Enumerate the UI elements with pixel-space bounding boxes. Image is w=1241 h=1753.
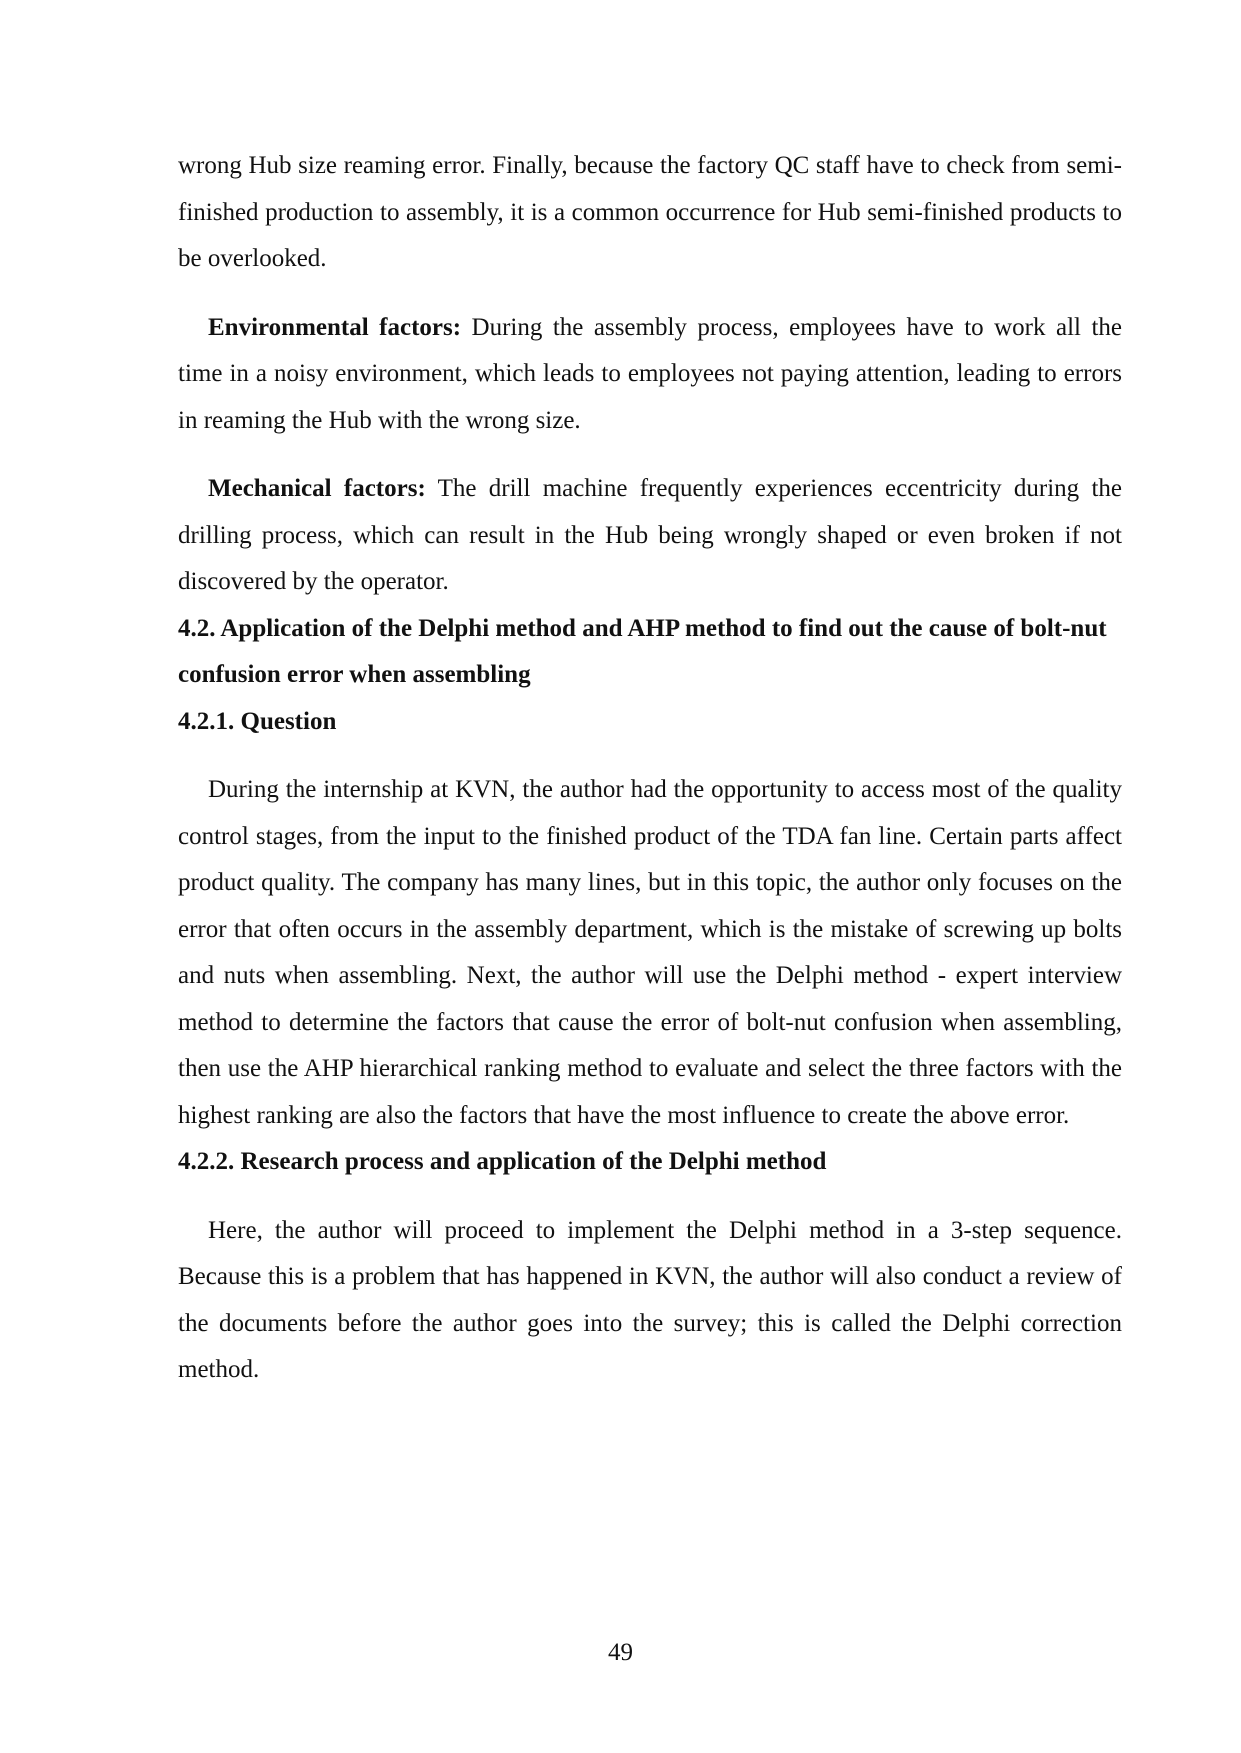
section-heading-4-2-1: 4.2.1. Question — [178, 707, 337, 735]
paragraph-mechanical-factors — [178, 466, 1122, 606]
section-heading-4-2-2: 4.2.2. Research process and application of the Delphi method — [178, 1148, 827, 1175]
paragraph-question: During the internship at KVN, the author had the opportunity to access most of the quality control stages, from the input to the finished product of the TDA fan line. Certain parts affect product quality. The company has many lines, but in this topic, the author only focuses on the error that often occurs in the assembly department, which is the mistake of screwing up bolts and nuts when assembling. Next, the author will use the Delphi method - expert interview method to determine the factors that cause the error of bolt-nut confusion when assembling, then use the AHP hierarchical ranking method to evaluate and select the three factors with the highest ranking are also the factors that have the most influence to create the above error. — [178, 776, 1122, 1129]
paragraph-environmental-factors — [178, 305, 1122, 445]
page-number: 49 — [608, 1639, 633, 1666]
mechanical-factors-text: The drill machine frequently experiences eccentricity during the drilling process, which can result in the Hub being wrongly shaped or even broken if not discovered by the operator. — [178, 475, 1122, 595]
environmental-factors-lead: Environmental factors: — [208, 313, 462, 341]
page-body — [178, 143, 1122, 1394]
paragraph-hub-overlooked: wrong Hub size reaming error. Finally, because the factory QC staff have to check from semi-finished production to assembly, it is a common occurrence for Hub semi-finished products to be overlooked. — [178, 152, 1122, 272]
paragraph-research-process: Here, the author will proceed to implement the Delphi method in a 3-step sequence. Because this is a problem that has happened in KVN, the author will also conduct a review of the documents before the author goes into the survey; this is called the Delphi correction method. — [178, 1216, 1122, 1383]
section-heading-4-2: 4.2. Application of the Delphi method and AHP method to find out the cause of bolt-nut confusion error when assembling — [178, 614, 1107, 688]
environmental-factors-text: During the assembly process, employees have to work all the time in a noisy environment, which leads to employees not paying attention, leading to errors in reaming the Hub with the wrong size. — [178, 313, 1122, 434]
mechanical-factors-lead: Mechanical factors: — [208, 475, 426, 502]
